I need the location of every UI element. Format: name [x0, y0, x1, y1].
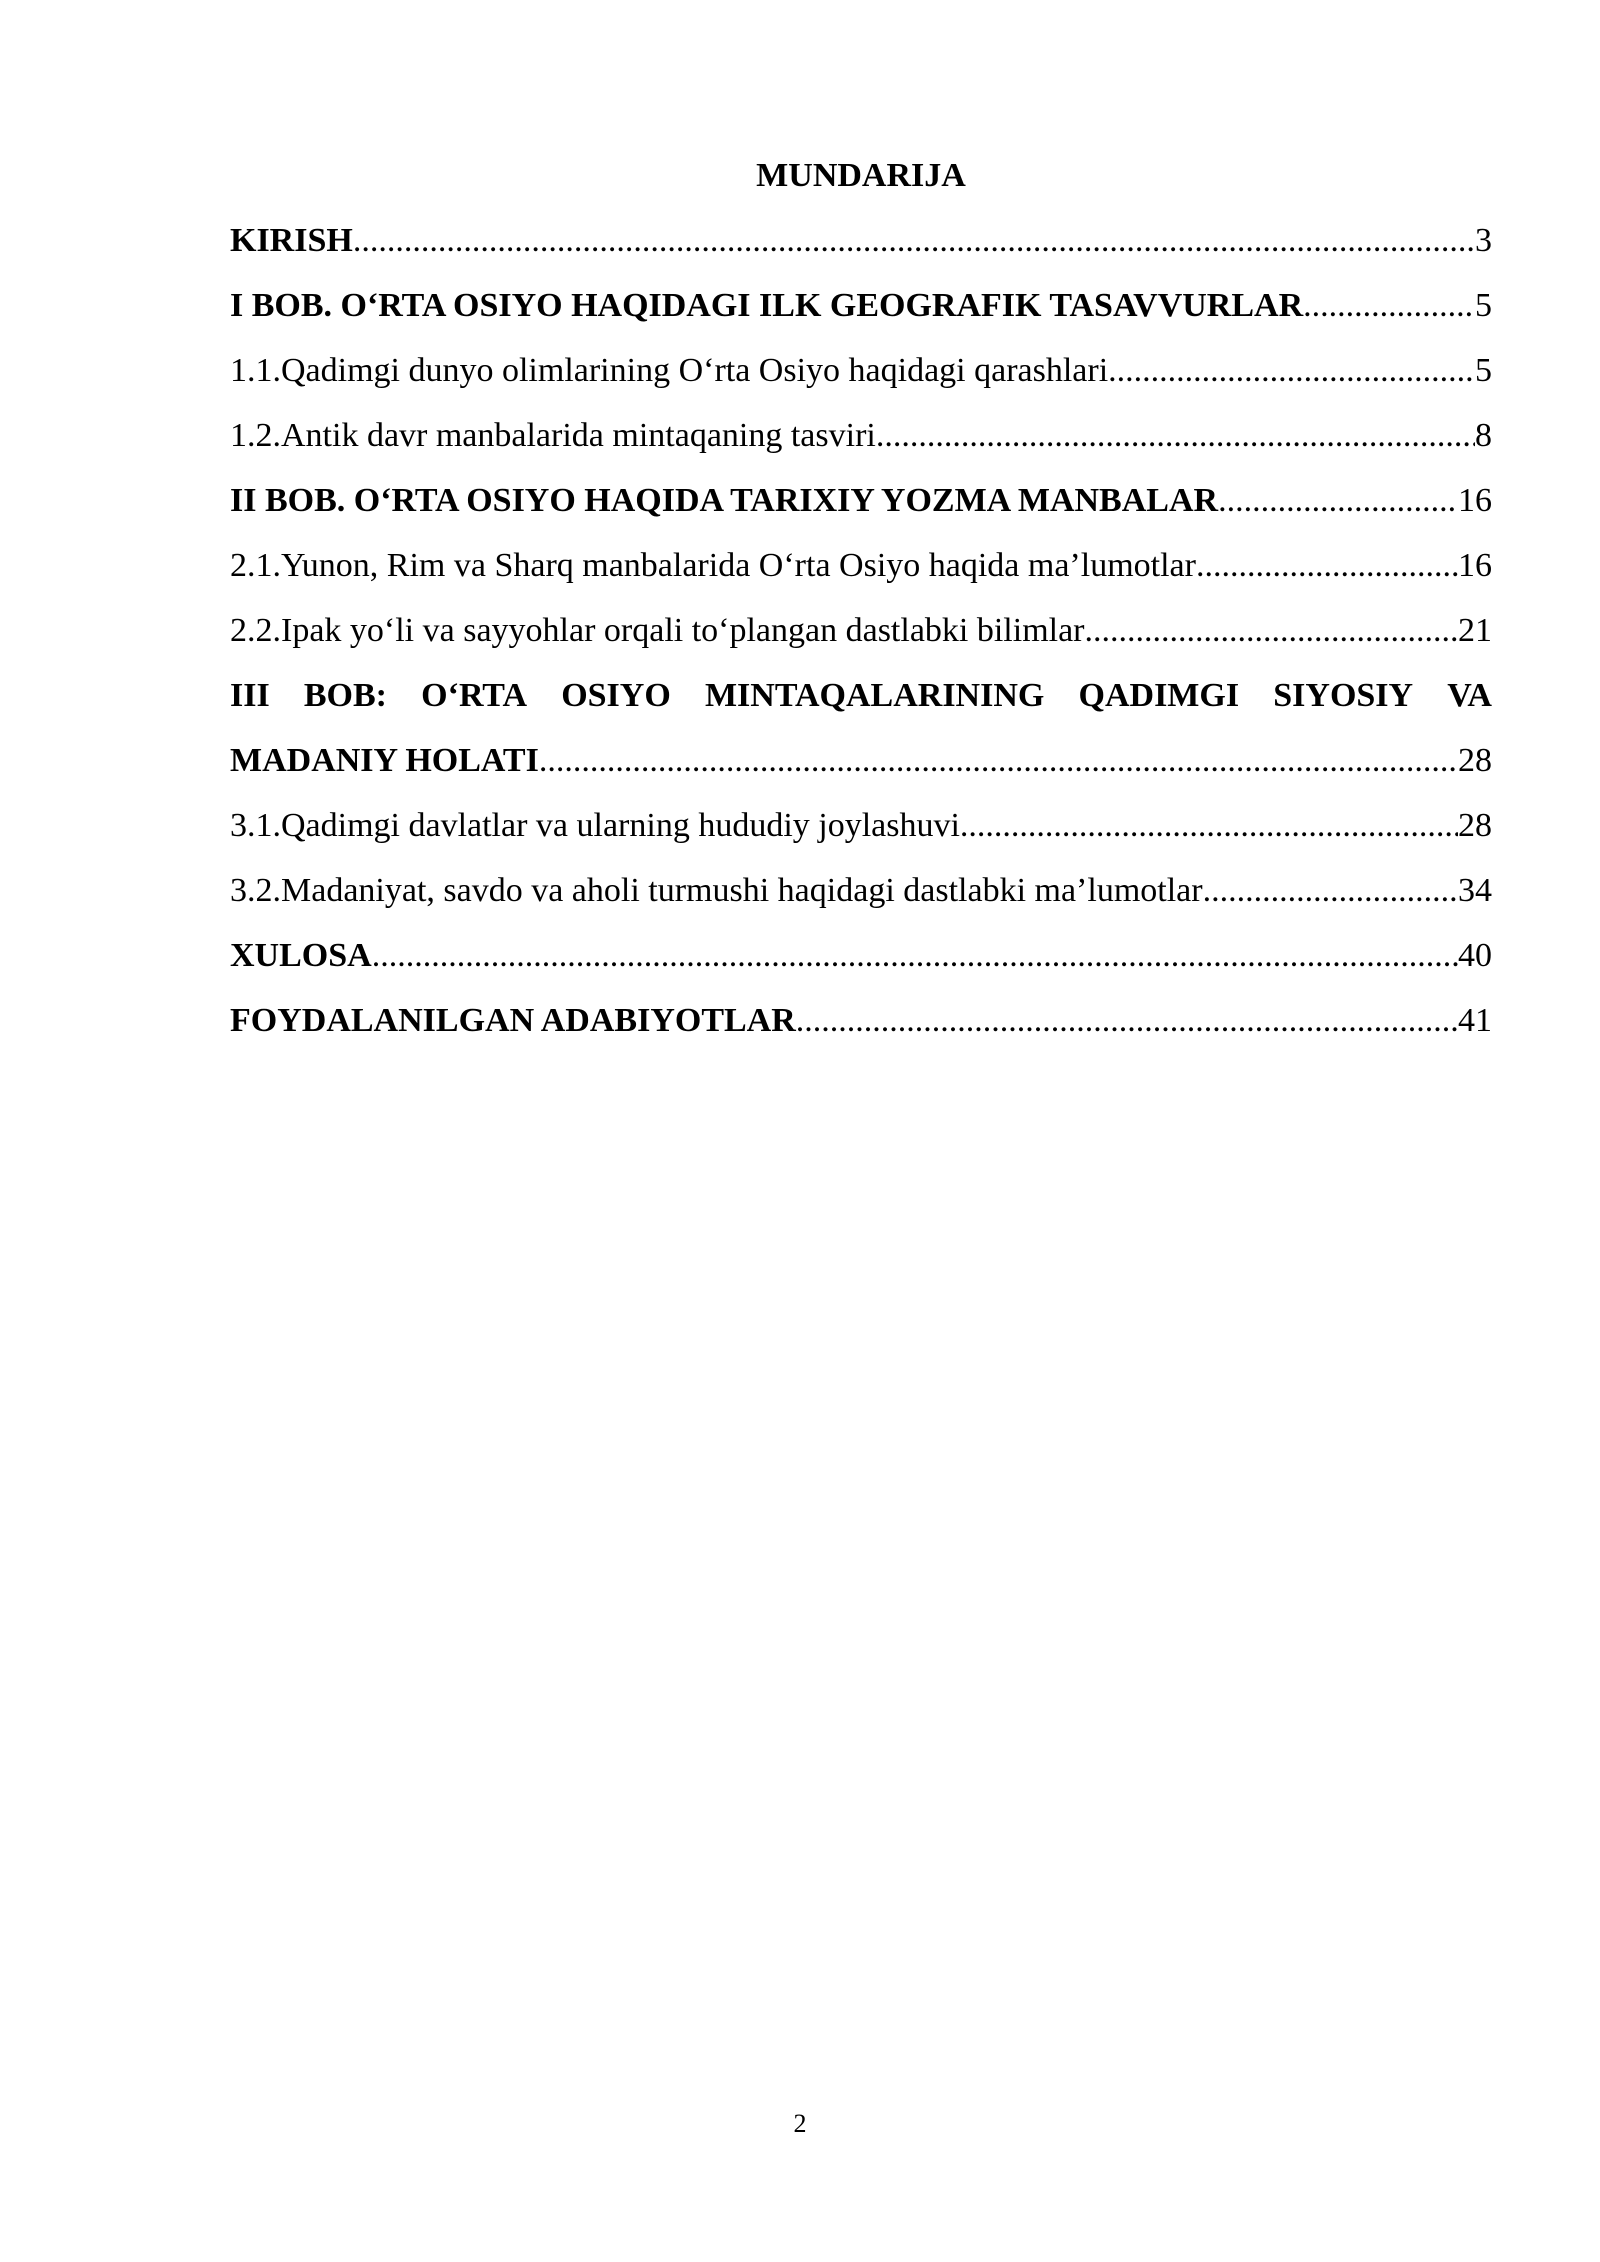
toc-entry-label: XULOSA	[230, 937, 372, 974]
toc-heading-word: BOB:	[303, 677, 387, 714]
toc-entry-bob-2[interactable]	[230, 475, 1492, 540]
toc-leader-dots	[960, 800, 1458, 852]
toc-leader-dots	[876, 410, 1475, 462]
toc-entry-page: 21	[1458, 612, 1492, 649]
toc-leader-dots	[1303, 280, 1475, 332]
toc-heading-word: III	[230, 677, 270, 714]
toc-entry-label: MADANIY HOLATI	[230, 742, 539, 779]
toc-entry-label: 1.2.Antik davr manbalarida mintaqaning tasviri	[230, 417, 876, 454]
toc-heading-word: QADIMGI	[1078, 677, 1240, 714]
toc-entry-page: 3	[1475, 222, 1492, 259]
toc-entry-page: 5	[1475, 287, 1492, 324]
toc-entry-page: 5	[1475, 352, 1492, 389]
toc-leader-dots	[353, 215, 1475, 267]
toc-entry-page: 34	[1458, 872, 1492, 909]
toc-entry-kirish[interactable]	[230, 215, 1492, 280]
toc-entry-section-1-2[interactable]	[230, 410, 1492, 475]
toc-heading-word: O‘RTA	[421, 677, 528, 714]
toc-leader-dots	[1108, 345, 1475, 397]
page-number: 2	[793, 2109, 807, 2138]
toc-entry-xulosa[interactable]	[230, 930, 1492, 995]
toc-entry-page: 41	[1458, 1002, 1492, 1039]
table-of-contents	[230, 215, 1492, 1060]
toc-leader-dots	[796, 995, 1458, 1047]
toc-heading-word: SIYOSIY	[1273, 677, 1414, 714]
toc-entry-bob-3-line-2[interactable]	[230, 735, 1492, 800]
toc-entry-page: 28	[1458, 807, 1492, 844]
toc-entry-label: I BOB. O‘RTA OSIYO HAQIDAGI ILK GEOGRAFIK TASAVVURLAR	[230, 287, 1304, 324]
toc-entry-label: 2.2.Ipak yo‘li va sayyohlar orqali to‘plangan dastlabki bilimlar	[230, 612, 1085, 649]
toc-entry-section-2-2[interactable]	[230, 605, 1492, 670]
toc-entry-page: 16	[1458, 547, 1492, 584]
toc-leader-dots	[1218, 475, 1458, 527]
toc-entry-page: 16	[1458, 482, 1492, 519]
toc-heading-word: OSIYO	[561, 677, 671, 714]
toc-leader-dots	[1196, 540, 1458, 592]
toc-entry-page: 8	[1475, 417, 1492, 454]
toc-entry-bob-1[interactable]	[230, 280, 1492, 345]
toc-entry-section-3-1[interactable]	[230, 800, 1492, 865]
toc-entry-label: 1.1.Qadimgi dunyo olimlarining O‘rta Osiyo haqidagi qarashlari	[230, 352, 1109, 389]
toc-leader-dots	[372, 930, 1458, 982]
toc-entry-page: 40	[1458, 937, 1492, 974]
toc-entry-label: II BOB. O‘RTA OSIYO HAQIDA TARIXIY YOZMA MANBALAR	[230, 482, 1219, 519]
toc-entry-section-1-1[interactable]	[230, 345, 1492, 410]
toc-entry-label: FOYDALANILGAN ADABIYOTLAR	[230, 1002, 796, 1039]
toc-entry-label: 2.1.Yunon, Rim va Sharq manbalarida O‘rta Osiyo haqida ma’lumotlar	[230, 547, 1196, 584]
toc-entry-bob-3-line-1[interactable]	[230, 670, 1492, 735]
toc-heading-word: VA	[1447, 677, 1492, 714]
toc-entry-label: KIRISH	[230, 222, 353, 259]
toc-entry-page: 28	[1458, 742, 1492, 779]
toc-heading-word: MINTAQALARINING	[704, 677, 1045, 714]
page-title: MUNDARIJA	[756, 157, 966, 194]
toc-entry-label: 3.2.Madaniyat, savdo va aholi turmushi haqidagi dastlabki ma’lumotlar	[230, 872, 1203, 909]
toc-leader-dots	[539, 735, 1458, 787]
toc-entry-section-3-2[interactable]	[230, 865, 1492, 930]
toc-leader-dots	[1085, 605, 1459, 657]
toc-entry-label: 3.1.Qadimgi davlatlar va ularning hududiy joylashuvi	[230, 807, 960, 844]
toc-entry-section-2-1[interactable]	[230, 540, 1492, 605]
toc-leader-dots	[1203, 865, 1458, 917]
toc-entry-adabiyotlar[interactable]	[230, 995, 1492, 1060]
